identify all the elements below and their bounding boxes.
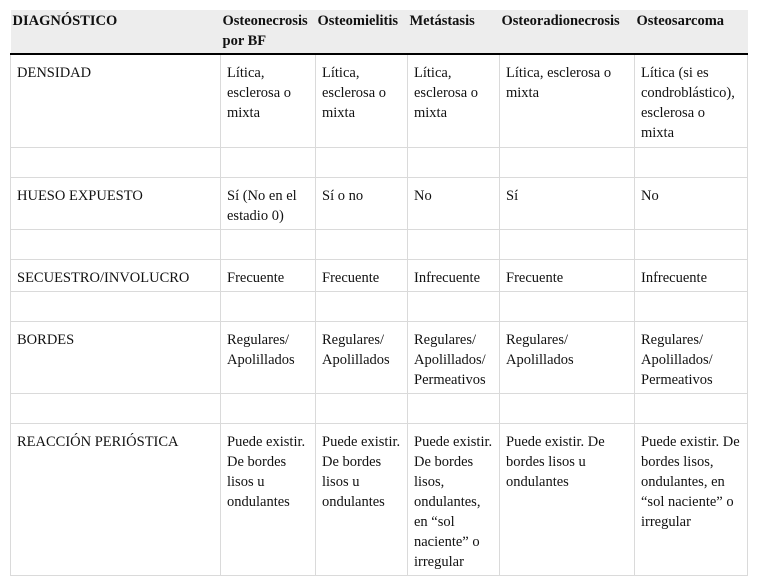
header-diagnostico: DIAGNÓSTICO (11, 10, 221, 54)
table-cell: Frecuente (500, 259, 635, 291)
table-cell: No (635, 177, 748, 229)
table-cell: Infrecuente (408, 259, 500, 291)
table-cell: Sí o no (316, 177, 408, 229)
table-cell: Puede existir. De bordes lisos, ondulantes, en “sol naciente” o irregular (635, 423, 748, 575)
header-row (11, 10, 748, 54)
spacer-row (11, 229, 748, 259)
table-cell: Lítica, esclerosa o mixta (408, 54, 500, 147)
table-cell: Lítica (si es condroblástico), esclerosa o mixta (635, 54, 748, 147)
row-label-densidad: DENSIDAD (11, 54, 221, 147)
table-cell: Regulares/ Apolillados/ Permeativos (635, 321, 748, 393)
spacer-row (11, 147, 748, 177)
header-metastasis: Metástasis (408, 10, 500, 54)
header-osteomielitis: Osteomielitis (316, 10, 408, 54)
table-body (11, 54, 748, 575)
table-cell: Puede existir. De bordes lisos u ondulantes (316, 423, 408, 575)
table-cell: Puede existir. De bordes lisos, ondulantes, en “sol naciente” o irregular (408, 423, 500, 575)
table-cell: Puede existir. De bordes lisos u ondulantes (500, 423, 635, 575)
header-osteonecrosis-bf: Osteonecrosis por BF (221, 10, 316, 54)
table-cell: Regulares/ Apolillados (500, 321, 635, 393)
spacer-row (11, 291, 748, 321)
table-cell: Sí (No en el estadio 0) (221, 177, 316, 229)
table-row (11, 259, 748, 291)
table-cell: Sí (500, 177, 635, 229)
table-cell: Frecuente (316, 259, 408, 291)
table-row (11, 423, 748, 575)
diagnosis-comparison-table (10, 10, 748, 576)
table-cell: Infrecuente (635, 259, 748, 291)
table-cell: Lítica, esclerosa o mixta (221, 54, 316, 147)
table-row (11, 321, 748, 393)
table-cell: Lítica, esclerosa o mixta (500, 54, 635, 147)
row-label-secuestro-involucro: SECUESTRO/INVOLUCRO (11, 259, 221, 291)
header-osteosarcoma: Osteosarcoma (635, 10, 748, 54)
row-label-hueso-expuesto: HUESO EXPUESTO (11, 177, 221, 229)
table-cell: Lítica, esclerosa o mixta (316, 54, 408, 147)
table-header (11, 10, 748, 54)
row-label-bordes: BORDES (11, 321, 221, 393)
table-cell: Regulares/ Apolillados (316, 321, 408, 393)
header-osteoradionecrosis: Osteoradionecrosis (500, 10, 635, 54)
table-row (11, 177, 748, 229)
table-cell: Regulares/ Apolillados (221, 321, 316, 393)
row-label-reaccion-periostica: REACCIÓN PERIÓSTICA (11, 423, 221, 575)
table-cell: Frecuente (221, 259, 316, 291)
spacer-row (11, 393, 748, 423)
table-cell: Regulares/ Apolillados/ Permeativos (408, 321, 500, 393)
table-cell: Puede existir. De bordes lisos u ondulantes (221, 423, 316, 575)
table-cell: No (408, 177, 500, 229)
table-row (11, 54, 748, 147)
